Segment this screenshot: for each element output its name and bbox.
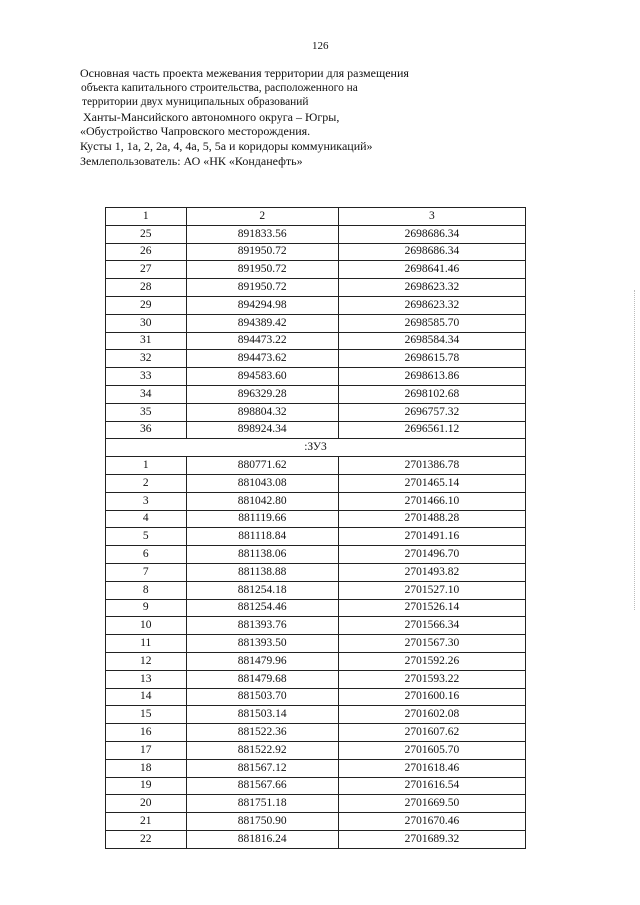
x-coordinate-cell: 881567.12 [186, 759, 338, 777]
point-number-cell: 8 [106, 581, 187, 599]
heading-line-1: Основная часть проекта межевания территории для размещения [80, 66, 409, 80]
point-number-cell: 3 [106, 492, 187, 510]
point-number-cell: 12 [106, 652, 187, 670]
point-number-cell: 30 [106, 314, 187, 332]
y-coordinate-cell: 2701466.10 [338, 492, 525, 510]
table-row [106, 457, 526, 475]
x-coordinate-cell: 891950.72 [186, 261, 338, 279]
y-coordinate-cell: 2698686.34 [338, 225, 525, 243]
table-row [106, 385, 526, 403]
point-number-cell: 16 [106, 724, 187, 742]
point-number-cell: 36 [106, 421, 187, 439]
table-row [106, 830, 526, 848]
x-coordinate-cell: 881118.84 [186, 528, 338, 546]
point-number-cell: 28 [106, 279, 187, 297]
y-coordinate-cell: 2701616.54 [338, 777, 525, 795]
y-coordinate-cell: 2701496.70 [338, 546, 525, 564]
point-number-cell: 26 [106, 243, 187, 261]
table-row [106, 581, 526, 599]
point-number-cell: 34 [106, 385, 187, 403]
y-coordinate-cell: 2701566.34 [338, 617, 525, 635]
y-coordinate-cell: 2701567.30 [338, 635, 525, 653]
point-number-cell: 2 [106, 474, 187, 492]
y-coordinate-cell: 2701602.08 [338, 706, 525, 724]
x-coordinate-cell: 881254.46 [186, 599, 338, 617]
scan-edge-mark [634, 290, 636, 610]
point-number-cell: 31 [106, 332, 187, 350]
table-row [106, 795, 526, 813]
y-coordinate-cell: 2701592.26 [338, 652, 525, 670]
point-number-cell: 13 [106, 670, 187, 688]
point-number-cell: 15 [106, 706, 187, 724]
table-row [106, 350, 526, 368]
table-row [106, 759, 526, 777]
heading-line-7: Землепользователь: АО «НК «Конданефть» [80, 153, 303, 168]
y-coordinate-cell: 2701386.78 [338, 457, 525, 475]
section-label: :ЗУ3 [106, 439, 526, 457]
table-header-row [106, 208, 526, 226]
x-coordinate-cell: 881119.66 [186, 510, 338, 528]
table-row [106, 546, 526, 564]
point-number-cell: 5 [106, 528, 187, 546]
column-header: 1 [106, 208, 187, 226]
heading-line-4: Ханты-Мансийского автономного округа – Югры, [83, 109, 340, 124]
table-row [106, 403, 526, 421]
table-row [106, 617, 526, 635]
table-row [106, 332, 526, 350]
x-coordinate-cell: 881503.70 [186, 688, 338, 706]
x-coordinate-cell: 894473.22 [186, 332, 338, 350]
y-coordinate-cell: 2698585.70 [338, 314, 525, 332]
y-coordinate-cell: 2701526.14 [338, 599, 525, 617]
y-coordinate-cell: 2701618.46 [338, 759, 525, 777]
y-coordinate-cell: 2701600.16 [338, 688, 525, 706]
y-coordinate-cell: 2698641.46 [338, 261, 525, 279]
point-number-cell: 6 [106, 546, 187, 564]
point-number-cell: 18 [106, 759, 187, 777]
x-coordinate-cell: 881393.76 [186, 617, 338, 635]
y-coordinate-cell: 2701593.22 [338, 670, 525, 688]
table-row [106, 670, 526, 688]
point-number-cell: 32 [106, 350, 187, 368]
y-coordinate-cell: 2701607.62 [338, 724, 525, 742]
point-number-cell: 4 [106, 510, 187, 528]
x-coordinate-cell: 881042.80 [186, 492, 338, 510]
y-coordinate-cell: 2698623.32 [338, 296, 525, 314]
document-heading [80, 66, 440, 168]
table-row [106, 261, 526, 279]
y-coordinate-cell: 2698102.68 [338, 385, 525, 403]
x-coordinate-cell: 881138.06 [186, 546, 338, 564]
point-number-cell: 27 [106, 261, 187, 279]
table-row [106, 225, 526, 243]
point-number-cell: 35 [106, 403, 187, 421]
x-coordinate-cell: 881567.66 [186, 777, 338, 795]
point-number-cell: 20 [106, 795, 187, 813]
y-coordinate-cell: 2701669.50 [338, 795, 525, 813]
coordinates-table [105, 207, 526, 849]
x-coordinate-cell: 891950.72 [186, 279, 338, 297]
x-coordinate-cell: 894473.62 [186, 350, 338, 368]
heading-line-6: Кусты 1, 1а, 2, 2а, 4, 4а, 5, 5а и коридоры коммуникаций» [80, 138, 373, 153]
x-coordinate-cell: 898804.32 [186, 403, 338, 421]
y-coordinate-cell: 2701605.70 [338, 741, 525, 759]
table-row [106, 474, 526, 492]
table-row [106, 528, 526, 546]
point-number-cell: 17 [106, 741, 187, 759]
table-row [106, 492, 526, 510]
heading-line-3: территории двух муниципальных образований [82, 96, 309, 109]
point-number-cell: 10 [106, 617, 187, 635]
point-number-cell: 22 [106, 830, 187, 848]
point-number-cell: 29 [106, 296, 187, 314]
y-coordinate-cell: 2701465.14 [338, 474, 525, 492]
column-header: 3 [338, 208, 525, 226]
table-row [106, 706, 526, 724]
y-coordinate-cell: 2696757.32 [338, 403, 525, 421]
section-row [106, 439, 526, 457]
heading-line-2: объекта капитального строительства, расположенного на [81, 81, 358, 94]
y-coordinate-cell: 2698623.32 [338, 279, 525, 297]
table-row [106, 421, 526, 439]
x-coordinate-cell: 880771.62 [186, 457, 338, 475]
table-row [106, 688, 526, 706]
x-coordinate-cell: 881254.18 [186, 581, 338, 599]
point-number-cell: 7 [106, 563, 187, 581]
table-row [106, 279, 526, 297]
y-coordinate-cell: 2701493.82 [338, 563, 525, 581]
y-coordinate-cell: 2698615.78 [338, 350, 525, 368]
y-coordinate-cell: 2698584.34 [338, 332, 525, 350]
x-coordinate-cell: 881479.96 [186, 652, 338, 670]
x-coordinate-cell: 898924.34 [186, 421, 338, 439]
table-row [106, 368, 526, 386]
page-number: 126 [312, 40, 329, 52]
point-number-cell: 19 [106, 777, 187, 795]
x-coordinate-cell: 881522.36 [186, 724, 338, 742]
table-row [106, 813, 526, 831]
point-number-cell: 9 [106, 599, 187, 617]
point-number-cell: 14 [106, 688, 187, 706]
y-coordinate-cell: 2701491.16 [338, 528, 525, 546]
y-coordinate-cell: 2701670.46 [338, 813, 525, 831]
table-row [106, 652, 526, 670]
x-coordinate-cell: 891833.56 [186, 225, 338, 243]
table-row [106, 314, 526, 332]
x-coordinate-cell: 881503.14 [186, 706, 338, 724]
x-coordinate-cell: 891950.72 [186, 243, 338, 261]
table-row [106, 243, 526, 261]
table-row [106, 741, 526, 759]
table-row [106, 599, 526, 617]
x-coordinate-cell: 896329.28 [186, 385, 338, 403]
y-coordinate-cell: 2698613.86 [338, 368, 525, 386]
y-coordinate-cell: 2701527.10 [338, 581, 525, 599]
point-number-cell: 25 [106, 225, 187, 243]
point-number-cell: 1 [106, 457, 187, 475]
x-coordinate-cell: 881393.50 [186, 635, 338, 653]
x-coordinate-cell: 881816.24 [186, 830, 338, 848]
x-coordinate-cell: 881043.08 [186, 474, 338, 492]
x-coordinate-cell: 894294.98 [186, 296, 338, 314]
point-number-cell: 21 [106, 813, 187, 831]
table-row [106, 563, 526, 581]
x-coordinate-cell: 894583.60 [186, 368, 338, 386]
table-row [106, 635, 526, 653]
table-row [106, 777, 526, 795]
x-coordinate-cell: 881751.18 [186, 795, 338, 813]
point-number-cell: 33 [106, 368, 187, 386]
y-coordinate-cell: 2701689.32 [338, 830, 525, 848]
y-coordinate-cell: 2698686.34 [338, 243, 525, 261]
x-coordinate-cell: 881522.92 [186, 741, 338, 759]
point-number-cell: 11 [106, 635, 187, 653]
x-coordinate-cell: 894389.42 [186, 314, 338, 332]
x-coordinate-cell: 881750.90 [186, 813, 338, 831]
table-row [106, 724, 526, 742]
x-coordinate-cell: 881138.88 [186, 563, 338, 581]
y-coordinate-cell: 2701488.28 [338, 510, 525, 528]
column-header: 2 [186, 208, 338, 226]
table-row [106, 510, 526, 528]
table-row [106, 296, 526, 314]
x-coordinate-cell: 881479.68 [186, 670, 338, 688]
y-coordinate-cell: 2696561.12 [338, 421, 525, 439]
heading-line-5: «Обустройство Чапровского месторождения. [80, 124, 311, 139]
